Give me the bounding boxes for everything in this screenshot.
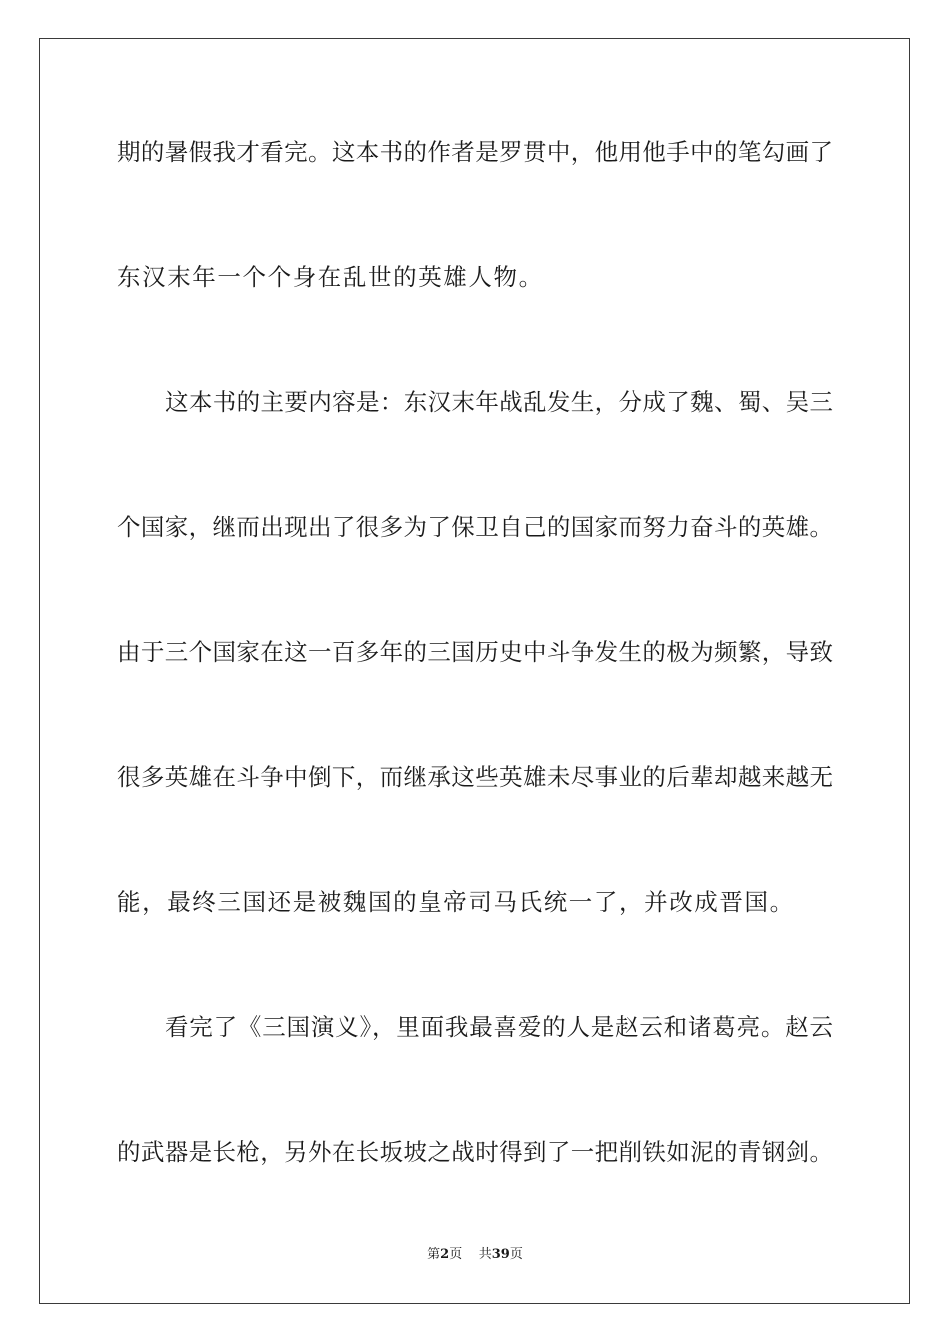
text-line: 期的暑假我才看完。这本书的作者是罗贯中，他用他手中的笔勾画了	[117, 138, 833, 166]
footer-suffix: 页	[509, 1247, 523, 1262]
text-line: 能，最终三国还是被魏国的皇帝司马氏统一了，并改成晋国。	[117, 888, 795, 916]
footer-mid: 页 共	[449, 1247, 492, 1262]
page-footer	[0, 1246, 950, 1264]
text-line: 看完了《三国演义》，里面我最喜爱的人是赵云和诸葛亮。赵云	[165, 1013, 833, 1041]
text-line: 很多英雄在斗争中倒下，而继承这些英雄未尽事业的后辈却越来越无	[117, 763, 833, 791]
text-line: 这本书的主要内容是：东汉末年战乱发生，分成了魏、蜀、吴三	[165, 388, 833, 416]
text-line: 东汉末年一个个身在乱世的英雄人物。	[117, 263, 544, 291]
footer-total-pages: 39	[491, 1247, 510, 1262]
text-line: 的武器是长枪，另外在长坂坡之战时得到了一把削铁如泥的青钢剑。	[117, 1138, 833, 1166]
text-line: 由于三个国家在这一百多年的三国历史中斗争发生的极为频繁，导致	[117, 638, 833, 666]
footer-prefix: 第	[427, 1247, 441, 1262]
footer-page-number: 2	[440, 1247, 450, 1262]
page-border	[39, 38, 910, 1304]
text-line: 个国家，继而出现出了很多为了保卫自己的国家而努力奋斗的英雄。	[117, 513, 833, 541]
